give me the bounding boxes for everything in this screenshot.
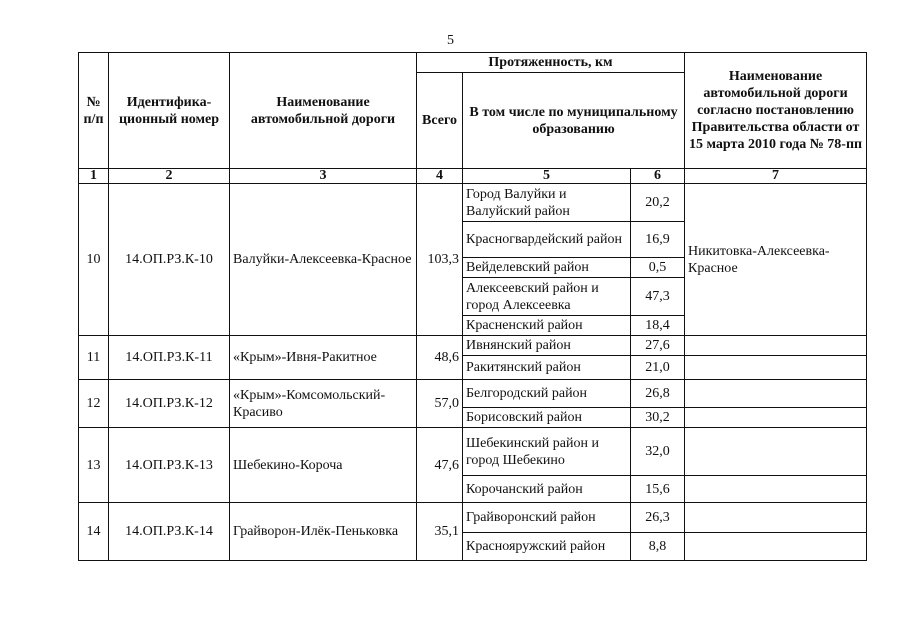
- column-number: 6: [631, 169, 685, 184]
- row-number: 14: [79, 503, 109, 561]
- road-total-km: 35,1: [417, 503, 463, 561]
- municipality-km: 26,3: [631, 503, 685, 533]
- municipality: Вейделевский район: [463, 258, 631, 278]
- road-total-km: 103,3: [417, 184, 463, 336]
- road-id: 14.ОП.РЗ.К-10: [109, 184, 230, 336]
- municipality: Ракитянский район: [463, 356, 631, 380]
- header-resolution-name: Наименование автомобильной дороги согласно постановлению Правительства области от 15 марта 2010 года № 78-пп: [685, 53, 867, 169]
- header-num: № п/п: [79, 53, 109, 169]
- header-total: Всего: [417, 73, 463, 169]
- municipality: Корочанский район: [463, 476, 631, 503]
- empty-cell: [685, 356, 867, 380]
- column-number: 2: [109, 169, 230, 184]
- resolution-road-name: Никитовка-Алексеевка-Красное: [685, 184, 867, 336]
- row-number: 13: [79, 428, 109, 503]
- municipality-km: 16,9: [631, 222, 685, 258]
- road-id: 14.ОП.РЗ.К-11: [109, 336, 230, 380]
- row-number: 10: [79, 184, 109, 336]
- municipality-km: 30,2: [631, 408, 685, 428]
- municipality: Грайворонский район: [463, 503, 631, 533]
- column-number: 5: [463, 169, 631, 184]
- road-id: 14.ОП.РЗ.К-14: [109, 503, 230, 561]
- roads-table: [78, 52, 867, 561]
- municipality-km: 18,4: [631, 316, 685, 336]
- table-row: [79, 503, 867, 533]
- resolution-road-name: [685, 380, 867, 408]
- column-number-row: [79, 169, 867, 184]
- municipality-km: 26,8: [631, 380, 685, 408]
- municipality-km: 8,8: [631, 533, 685, 561]
- table-row: [79, 428, 867, 476]
- road-id: 14.ОП.РЗ.К-13: [109, 428, 230, 503]
- column-number: 3: [230, 169, 417, 184]
- municipality-km: 20,2: [631, 184, 685, 222]
- municipality: Белгородский район: [463, 380, 631, 408]
- row-number: 11: [79, 336, 109, 380]
- municipality: Красногвардейский район: [463, 222, 631, 258]
- column-number: 1: [79, 169, 109, 184]
- municipality: Краснояружский район: [463, 533, 631, 561]
- column-number: 7: [685, 169, 867, 184]
- road-id: 14.ОП.РЗ.К-12: [109, 380, 230, 428]
- table-row: [79, 336, 867, 356]
- municipality: Ивнянский район: [463, 336, 631, 356]
- empty-cell: [685, 408, 867, 428]
- header-by-municipality: В том числе по муниципальному образованию: [463, 73, 685, 169]
- municipality-km: 15,6: [631, 476, 685, 503]
- row-number: 12: [79, 380, 109, 428]
- header-length-group: Протяженность, км: [417, 53, 685, 73]
- road-total-km: 48,6: [417, 336, 463, 380]
- municipality-km: 32,0: [631, 428, 685, 476]
- road-total-km: 57,0: [417, 380, 463, 428]
- page-number: 5: [447, 33, 454, 48]
- road-name: «Крым»-Ивня-Ракитное: [230, 336, 417, 380]
- municipality-km: 27,6: [631, 336, 685, 356]
- header-road-name: Наименование автомобильной дороги: [230, 53, 417, 169]
- empty-cell: [685, 533, 867, 561]
- header-id: Идентифика-ционный номер: [109, 53, 230, 169]
- resolution-road-name: [685, 336, 867, 356]
- road-name: Шебекино-Короча: [230, 428, 417, 503]
- road-name: Валуйки-Алексеевка-Красное: [230, 184, 417, 336]
- municipality-km: 0,5: [631, 258, 685, 278]
- municipality-km: 47,3: [631, 278, 685, 316]
- resolution-road-name: [685, 428, 867, 476]
- road-total-km: 47,6: [417, 428, 463, 503]
- resolution-road-name: [685, 503, 867, 533]
- municipality: Город Валуйки и Валуйский район: [463, 184, 631, 222]
- municipality: Борисовский район: [463, 408, 631, 428]
- table-row: [79, 184, 867, 222]
- municipality: Шебекинский район и город Шебекино: [463, 428, 631, 476]
- table-row: [79, 380, 867, 408]
- municipality-km: 21,0: [631, 356, 685, 380]
- road-name: Грайворон-Илёк-Пеньковка: [230, 503, 417, 561]
- municipality: Алексеевский район и город Алексеевка: [463, 278, 631, 316]
- column-number: 4: [417, 169, 463, 184]
- municipality: Красненский район: [463, 316, 631, 336]
- road-name: «Крым»-Комсомольский-Красиво: [230, 380, 417, 428]
- empty-cell: [685, 476, 867, 503]
